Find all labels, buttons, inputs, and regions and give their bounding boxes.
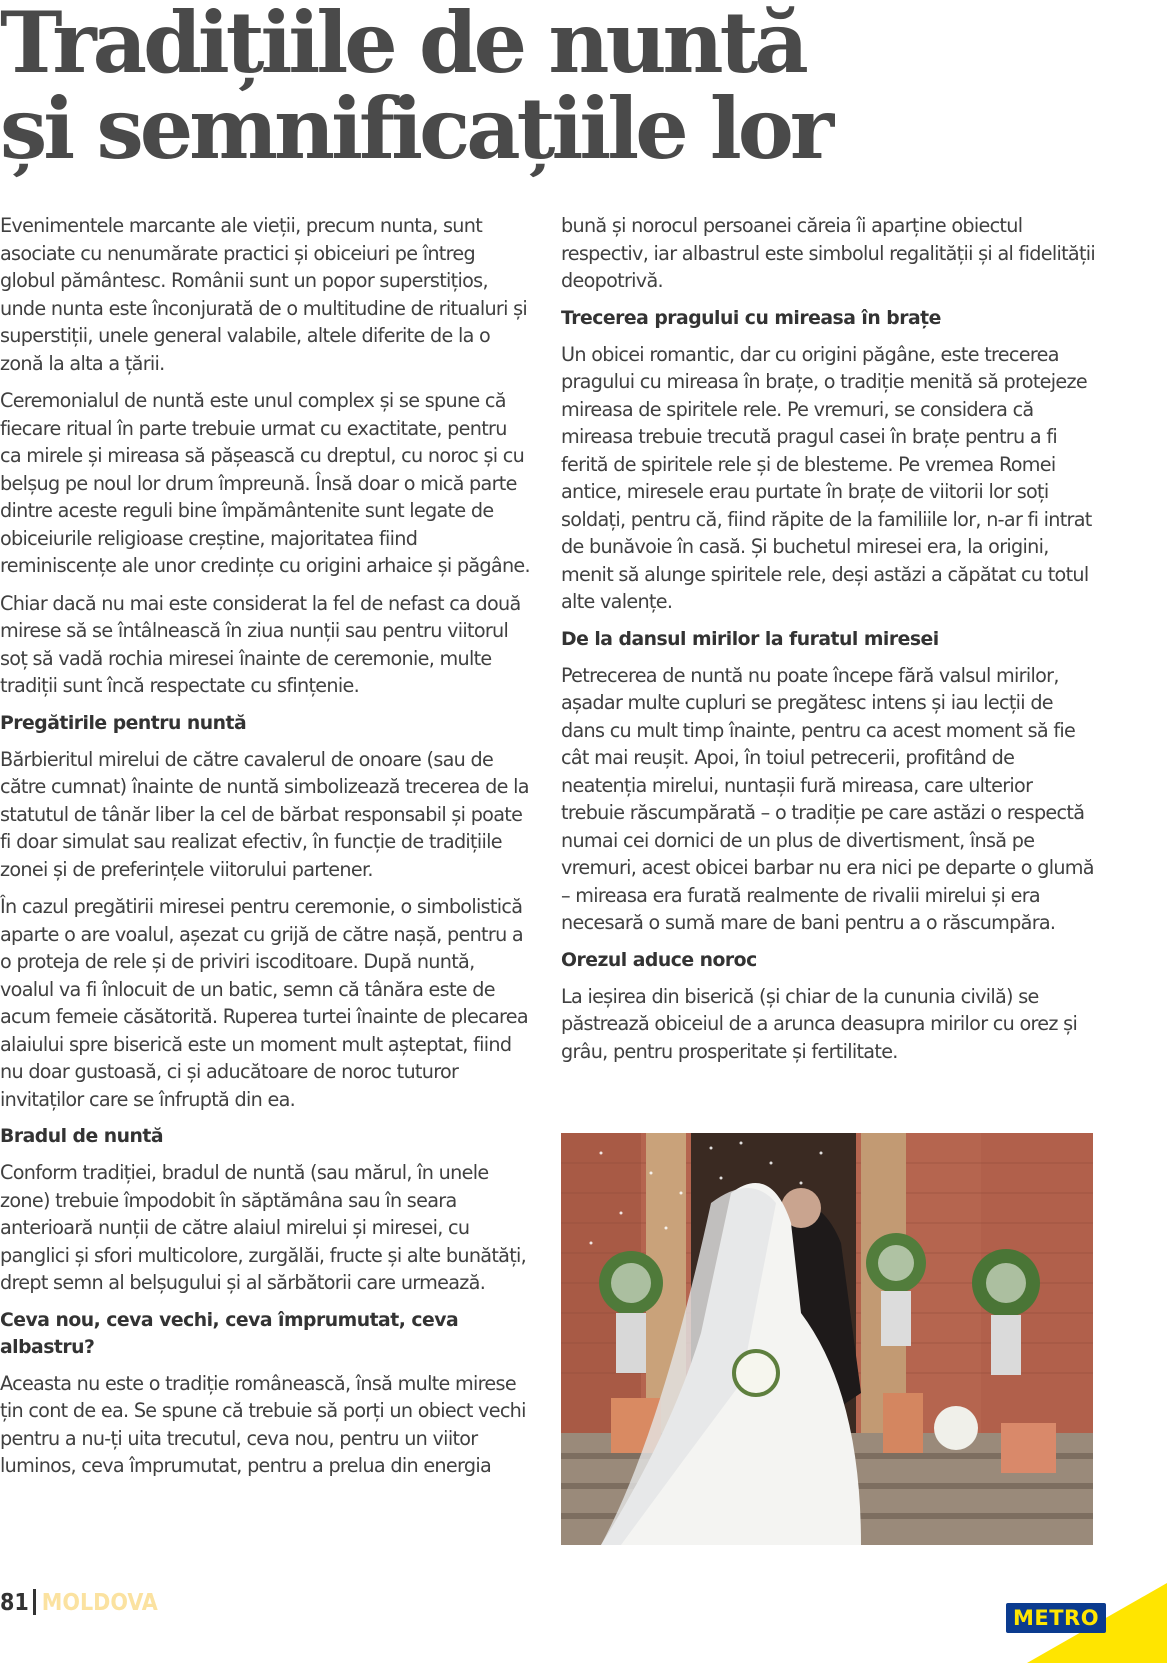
paragraph: Ceremonialul de nuntă este unul complex și se spune că fiecare ritual în parte trebuie urmat cu exactitate, pentru ca mirele și mireasa să pășească cu dreptul, cu noroc și cu belșug pe noul lor drum împreună. Însă doar o mică parte dintre aceste reguli bine împământenite sunt legate de obiceiurile religioase creștine, majoritatea fiind reminiscențe ale unor credințe cu origini arhaice și păgâne.	[0, 389, 530, 577]
paragraph: În cazul pregătirii miresei pentru ceremonie, o simbolistică aparte o are voalul, așezat cu grijă de către nașă, pentru a o proteja de rele și de priviri iscoditoare. După nuntă, voalul va fi înlocuit de un batic, semn că tânăra este de acum femeie căsătorită. Ruperea turtei înainte de plecarea alaiului spre biserică este un moment mult așteptat, fiind nu doar gustoasă, ci și aducătoare de noroc tuturor invitaților care se înfruptă din ea.	[0, 895, 528, 1111]
paragraph: Conform tradiției, bradul de nuntă (sau mărul, în unele zone) trebuie împodobit în săptămâna sau în seara anterioară nunții de către alaiul mirelui și miresei, cu panglici și sfori multicolore, zurgălăi, fructe și alte bunătăți, drept semn al belșugului și al sărbătorii care urmează.	[0, 1161, 527, 1294]
footer-divider	[33, 1589, 36, 1615]
section-heading: Ceva nou, ceva vechi, ceva împrumutat, ceva albastru?	[0, 1309, 459, 1358]
metro-logo-text: METRO	[1012, 1606, 1100, 1630]
region-label: MOLDOVA	[41, 1590, 158, 1616]
paragraph: Petrecerea de nuntă nu poate începe fără valsul mirilor, așadar multe cupluri se pregătesc intens și iau lecții de dans cu mult timp înainte, pentru ca acest moment să fie cât mai reușit. Apoi, în toiul petrecerii, profitând de neatenția mirelui, nuntașii fură mireasa, care ulterior trebuie răscumpărată – o tradiție pe care astăzi o respectă numai cei dornici de un plus de divertisment, însă pe vremuri, acest obicei barbar nu era nici pe departe o glumă – mireasa era furată realmente de rivalii mirelui și era necesară o sumă mare de bani pentru a o răscumpăra.	[561, 663, 1094, 934]
page-title-line-1: Tradițiile de nuntă	[0, 0, 805, 92]
page-number: 81	[0, 1590, 29, 1616]
metro-logo	[1006, 1603, 1106, 1633]
paragraph: Bărbieritul mirelui de către cavalerul de onoare (sau de către cumnat) înainte de nuntă simbolizează trecerea de la statutul de tânăr liber la cel de bărbat responsabil și poate fi doar simulat sau realizat efectiv, în funcție de tradițiile zonei și de preferințele viitorului partener.	[0, 747, 529, 881]
left-column	[0, 212, 530, 1490]
paragraph: bună și norocul persoanei căreia îi aparține obiectul respectiv, iar albastrul este simbolul regalității și al fidelității deopotrivă.	[561, 214, 1096, 292]
section-heading: Bradul de nuntă	[0, 1126, 164, 1147]
section-heading: Orezul aduce noroc	[561, 949, 757, 971]
section-heading: Trecerea pragului cu mireasa în brațe	[561, 307, 941, 329]
page-title	[0, 0, 831, 178]
paragraph: Un obicei romantic, dar cu origini păgâne, este trecerea pragului cu mireasa în brațe, o tradiție menită să protejeze mireasa de spiritele rele. Pe vremuri, se considera că mireasa trebuie trecută pragul casei în brațe pentru a fi ferită de spiritele rele și de blesteme. Pe vremea Romei antice, miresele erau purtate în brațe de viitorii lor soți soldați, pentru că, fiind răpite de la familiile lor, n-ar fi intrat de bunăvoie în casă. Și buchetul miresei era, la origini, menit să alunge spiritele rele, deși astăzi a căpătat cu totul alte valențe.	[561, 342, 1092, 613]
paragraph: Chiar dacă nu mai este considerat la fel de nefast ca două mirese să se întâlnească în ziua nunții sau pentru viitorul soț să vadă rochia miresei înainte de ceremonie, multe tradiții sunt încă respectate cu sfințenie.	[0, 591, 521, 697]
paragraph: La ieșirea din biserică (și chiar de la cununia civilă) se păstrează obiceiul de a arunca deasupra mirilor cu orez și grâu, pentru prosperitate și fertilitate.	[561, 984, 1078, 1063]
wedding-photo	[561, 1133, 1093, 1545]
section-heading: De la dansul mirilor la furatul miresei	[561, 628, 939, 650]
right-column	[561, 212, 1097, 1075]
paragraph: Aceasta nu este o tradiție românească, însă multe mirese țin cont de ea. Se spune că trebuie să porți un obiect vechi pentru a nu-ți uita trecutul, ceva nou, pentru un viitor luminos, ceva împrumutat, pentru a prelua din energia	[0, 1371, 526, 1477]
paragraph: Evenimentele marcante ale vieții, precum nunta, sunt asociate cu nenumărate practici și obiceiuri pe întreg globul pământesc. Românii sunt un popor superstițios, unde nunta este înconjurată de o multitudine de ritualuri și superstiții, unele general valabile, altele diferite de la o zonă la alta a țării.	[0, 214, 528, 375]
page-title-line-2: și semnificațiile lor	[0, 79, 831, 178]
page-footer	[0, 1588, 158, 1618]
section-heading: Pregătirile pentru nuntă	[0, 712, 247, 734]
